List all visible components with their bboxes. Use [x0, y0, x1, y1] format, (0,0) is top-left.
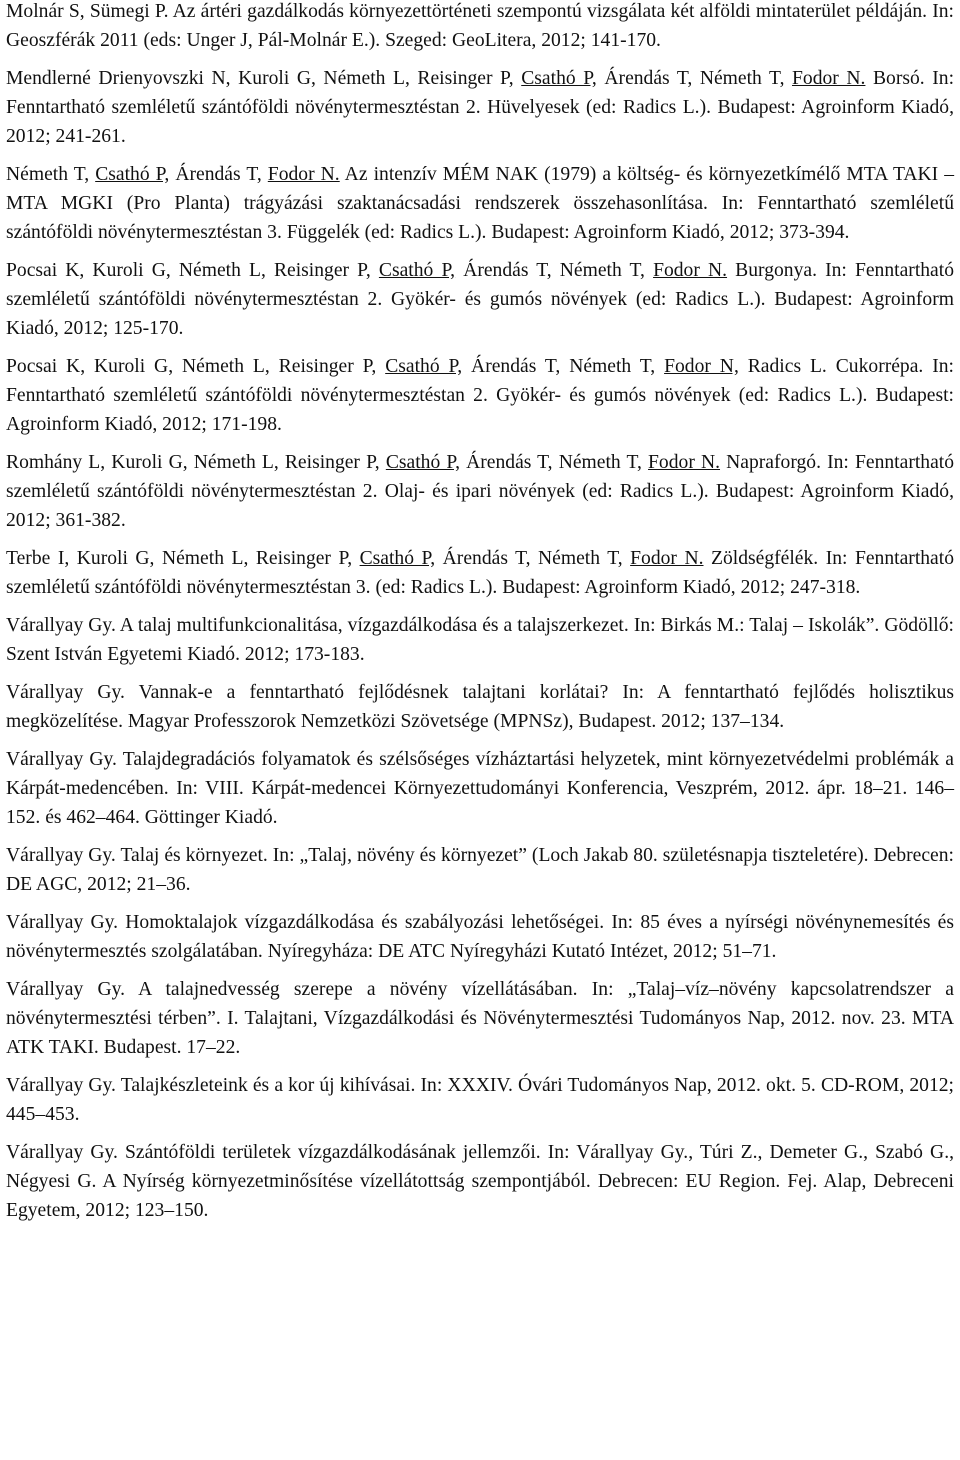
- reference-entry: [6, 841, 954, 899]
- reference-text: Várallyay Gy. A talaj multifunkcionalitása, vízgazdálkodása és a talajszerkezet. In: Birkás M.: Talaj – Iskolák”. Gödöllő: Szent István Egyetemi Kiadó. 2012; 173-183.: [6, 615, 954, 665]
- reference-text: Borsó. In: Fenntartható szemléletű szántóföldi növénytermesztéstan 2. Hüvelyesek (ed: Radics L.). Budapest: Agroinform Kiadó, 2012; 241-261.: [6, 68, 955, 147]
- reference-text: Várallyay Gy. Talajdegradációs folyamatok és szélsőséges vízháztartási helyzetek, mint környezetvédelmi problémák a Kárpát-medencében. In: VIII. Kárpát-medencei Környezettudományi Konferencia, Veszprém, 2012. ápr. 18–21. 146–152. és 462–464. Göttinger Kiadó.: [6, 749, 954, 828]
- reference-text: Várallyay Gy. Talaj és környezet. In: „Talaj, növény és környezet” (Loch Jakab 80. születésnapja tiszteletére). Debrecen: DE AGC, 2012; 21–36.: [6, 845, 954, 895]
- reference-text: Várallyay Gy. Szántóföldi területek vízgazdálkodásának jellemzői. In: Várallyay Gy., Túri Z., Demeter G., Szabó G., Négyesi G. A Nyírség környezetminősítése vízellátottság szempontjából. Debrecen: EU Region. Fej. Alap, Debreceni Egyetem, 2012; 123–150.: [6, 1142, 954, 1221]
- underlined-author: Fodor N.: [653, 260, 728, 281]
- underlined-author: Csathó P,: [385, 452, 460, 473]
- reference-text: Várallyay Gy. Vannak-e a fenntartható fejlődésnek talajtani korlátai? In: A fenntartható fejlődés holisztikus megközelítése. Magyar Professzorok Nemzetközi Szövetsége (MPNSz), Budapest. 2012; 137–134.: [6, 682, 954, 732]
- reference-entry: [6, 0, 954, 55]
- reference-text: Várallyay Gy. A talajnedvesség szerepe a növény vízellátásában. In: „Talaj–víz–növény kapcsolatrendszer a növénytermesztési térben”. I. Talajtani, Vízgazdálkodási és Növénytermesztési Tudományos Nap, 2012. nov. 23. MTA ATK TAKI. Budapest. 17–22.: [6, 979, 954, 1058]
- reference-text: Várallyay Gy. Homoktalajok vízgazdálkodása és szabályozási lehetőségei. In: 85 éves a nyírségi növénynemesítés és növénytermesztés szolgálatában. Nyíregyháza: DE ATC Nyíregyházi Kutató Intézet, 2012; 51–71.: [6, 912, 954, 962]
- reference-entry: [6, 64, 954, 151]
- reference-entry: [6, 544, 954, 602]
- reference-text: Mendlerné Drienyovszki N, Kuroli G, Németh L, Reisinger P,: [6, 68, 522, 89]
- reference-text: Árendás T, Németh T,: [435, 548, 631, 569]
- underlined-author: Fodor N.: [267, 164, 340, 185]
- reference-text: Pocsai K, Kuroli G, Németh L, Reisinger P,: [6, 356, 386, 377]
- reference-text: Árendás T,: [169, 164, 268, 185]
- reference-entry: [6, 1138, 954, 1225]
- reference-entry: [6, 1071, 954, 1129]
- reference-text: Árendás T, Németh T,: [596, 68, 793, 89]
- reference-entry: [6, 611, 954, 669]
- reference-entry: [6, 256, 954, 343]
- reference-text: Radics L. Cukorrépa. In: Fenntartható szemléletű szántóföldi növénytermesztéstan 2. Gyökér- és gumós növények (ed: Radics L.). Budapest: Agroinform Kiadó, 2012; 171-198.: [6, 356, 954, 435]
- underlined-author: Fodor N,: [664, 356, 739, 377]
- reference-text: Az intenzív MÉM NAK (1979) a költség- és környezetkímélő MTA TAKI – MTA MGKI (Pro Planta) trágyázási szaktanácsadási rendszerek összehasonlítása. In: Fenntartható szemléletű szántóföldi növénytermesztéstan 3. Függelék (ed: Radics L.). Budapest: Agroinform Kiadó, 2012; 373-394.: [6, 164, 955, 243]
- reference-entry: [6, 448, 954, 535]
- underlined-author: Fodor N.: [792, 68, 866, 89]
- reference-text: Pocsai K, Kuroli G, Németh L, Reisinger P,: [6, 260, 379, 281]
- underlined-author: Csathó P,: [359, 548, 436, 569]
- reference-entry: [6, 352, 954, 439]
- reference-text: Zöldségfélék. In: Fenntartható szemléletű szántóföldi növénytermesztéstan 3. (ed: Radics L.). Budapest: Agroinform Kiadó, 2012; 247-318.: [6, 548, 954, 598]
- reference-text: Terbe I, Kuroli G, Németh L, Reisinger P,: [6, 548, 360, 569]
- reference-text: Németh T,: [6, 164, 96, 185]
- reference-entry: [6, 678, 954, 736]
- reference-text: Molnár S, Sümegi P. Az ártéri gazdálkodás környezettörténeti szempontú vizsgálata két alföldi mintaterület példáján. In: Geoszférák 2011 (eds: Unger J, Pál-Molnár E.). Szeged: GeoLitera, 2012; 141-170.: [6, 1, 954, 51]
- reference-entry: [6, 975, 954, 1062]
- reference-entry: [6, 160, 954, 247]
- underlined-author: Fodor N.: [630, 548, 704, 569]
- reference-text: Napraforgó. In: Fenntartható szemléletű szántóföldi növénytermesztéstan 2. Olaj- és ipari növények (ed: Radics L.). Budapest: Agroinform Kiadó, 2012; 361-382.: [6, 452, 955, 531]
- underlined-author: Csathó P,: [95, 164, 170, 185]
- underlined-author: Csathó P,: [521, 68, 597, 89]
- reference-text: Árendás T, Németh T,: [460, 452, 649, 473]
- reference-text: Várallyay Gy. Talajkészleteink és a kor új kihívásai. In: XXXIV. Óvári Tudományos Nap, 2012. okt. 5. CD-ROM, 2012; 445–453.: [6, 1075, 954, 1125]
- reference-entry: [6, 745, 954, 832]
- reference-text: Árendás T, Németh T,: [455, 260, 654, 281]
- reference-text: Romhány L, Kuroli G, Németh L, Reisinger P,: [6, 452, 386, 473]
- underlined-author: Fodor N.: [648, 452, 721, 473]
- reference-text: Burgonya. In: Fenntartható szemléletű szántóföldi növénytermesztéstan 2. Gyökér- és gumós növények (ed: Radics L.). Budapest: Agroinform Kiadó, 2012; 125-170.: [6, 260, 954, 339]
- reference-text: Árendás T, Németh T,: [462, 356, 665, 377]
- reference-entry: [6, 908, 954, 966]
- underlined-author: Csathó P,: [378, 260, 456, 281]
- underlined-author: Csathó P,: [385, 356, 463, 377]
